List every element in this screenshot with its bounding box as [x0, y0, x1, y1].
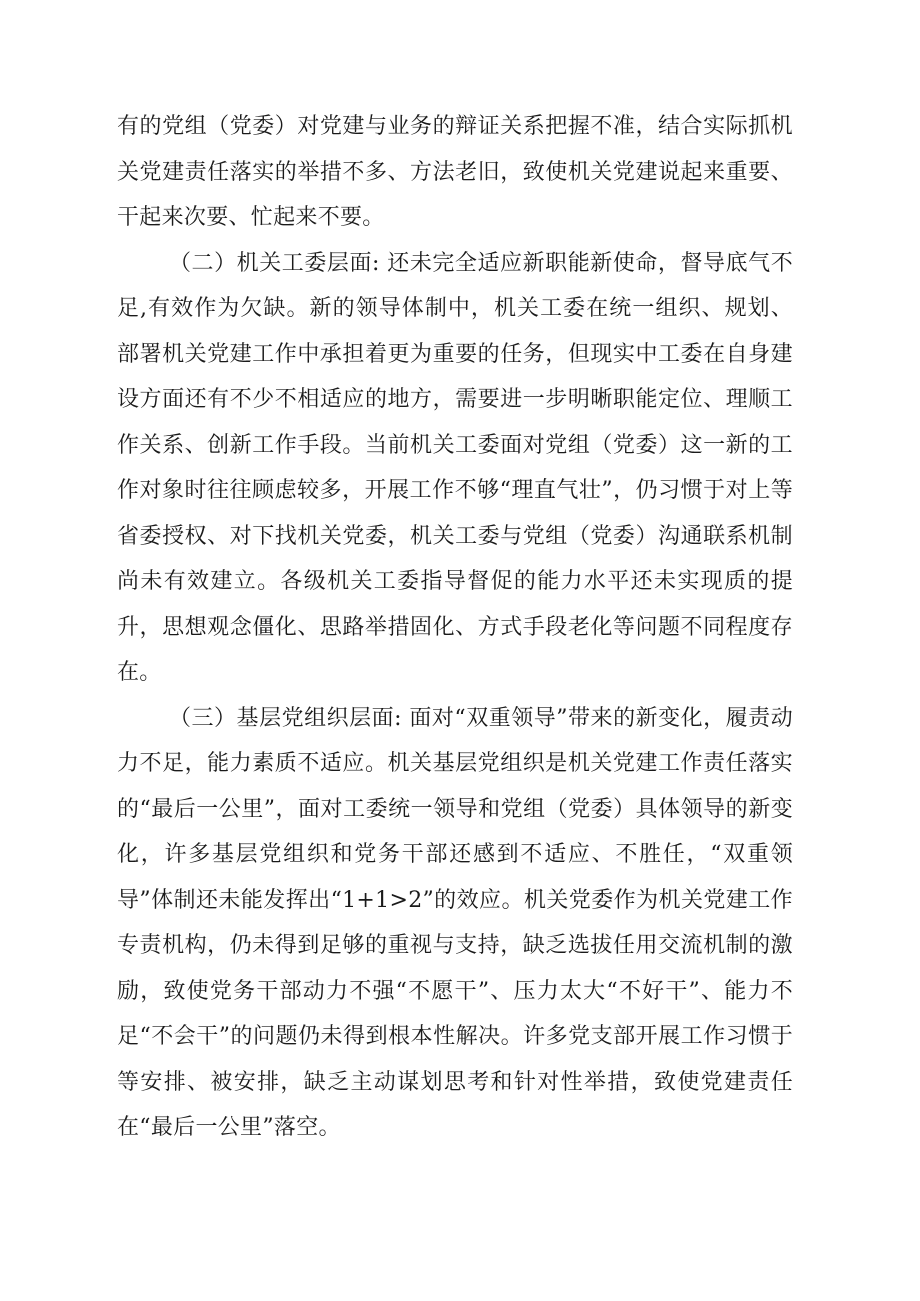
- paragraph-continuation: 有的党组（党委）对党建与业务的辩证关系把握不准，结合实际抓机关党建责任落实的举措不多、方法老旧，致使机关党建说起来重要、干起来次要、忙起来不要。: [117, 114, 793, 230]
- paragraph-section-two: （二）机关工委层面: 还未完全适应新职能新使命，督导底气不足,有效作为欠缺。新的领导体制中，机关工委在统一组织、规划、部署机关党建工作中承担着更为重要的任务，但现实中工委在自身建设方面还有不少不相适应的地方，需要进一步明晰职能定位、理顺工作关系、创新工作手段。当前机关工委面对党组（党委）这一新的工作对象时往往顾虑较多，开展工作不够“理直气壮”，仍习惯于对上等省委授权、对下找机关党委，机关工委与党组（党委）沟通联系机制尚未有效建立。各级机关工委指导督促的能力水平还未实现质的提升，思想观念僵化、思路举措固化、方式手段老化等问题不同程度存在。: [117, 250, 793, 685]
- document-body: [117, 104, 793, 1151]
- paragraph-section-three: （三）基层党组织层面: 面对“双重领导”带来的新变化，履责动力不足，能力素质不适应。机关基层党组织是机关党建工作责任落实的“最后一公里”，面对工委统一领导和党组（党委）具体领导的新变化，许多基层党组织和党务干部还感到不适应、不胜任，“双重领导”体制还未能发挥出“1+1>2”的效应。机关党委作为机关党建工作专责机构，仍未得到足够的重视与支持，缺乏选拔任用交流机制的激励，致使党务干部动力不强“不愿干”、压力太大“不好干”、能力不足“不会干”的问题仍未得到根本性解决。许多党支部开展工作习惯于等安排、被安排，缺乏主动谋划思考和针对性举措，致使党建责任在“最后一公里”落空。: [117, 705, 793, 1140]
